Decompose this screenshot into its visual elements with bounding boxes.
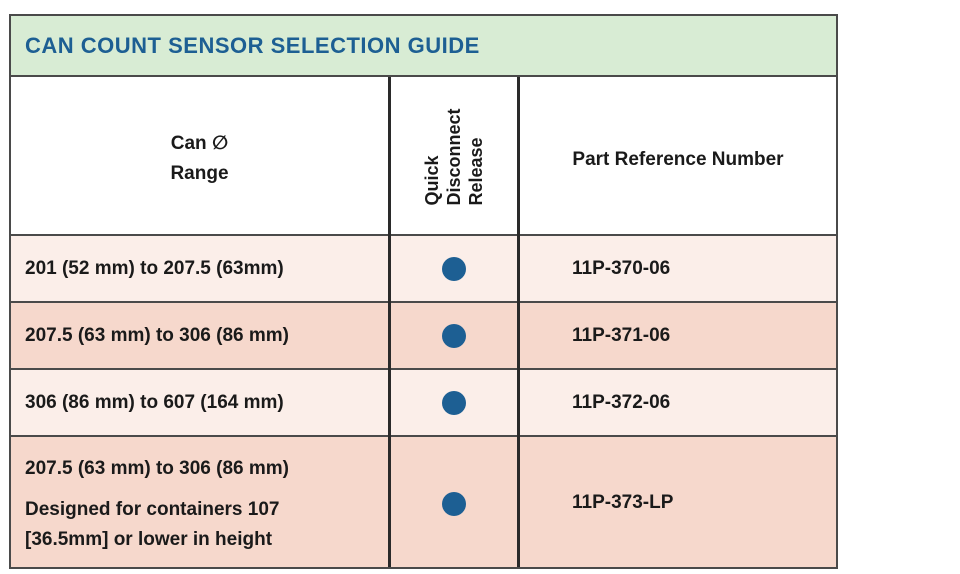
column-divider bbox=[388, 77, 391, 567]
cell-part-number: 11P-372-06 bbox=[572, 392, 671, 413]
title-bar bbox=[11, 16, 836, 77]
quick-disconnect-dot-icon bbox=[442, 324, 466, 348]
cell-part-number: 11P-373-LP bbox=[572, 492, 674, 513]
header-qdr-line3: Release bbox=[466, 137, 486, 206]
header-qdr-line2: Disconnect bbox=[444, 108, 464, 206]
header-can-range bbox=[11, 129, 388, 189]
cell-range: 207.5 (63 mm) to 306 (86 mm) bbox=[25, 325, 290, 346]
cell-range: 306 (86 mm) to 607 (164 mm) bbox=[25, 392, 284, 413]
header-quick-disconnect-release bbox=[391, 77, 517, 234]
header-qdr-line1: Quick bbox=[422, 155, 442, 206]
cell-part-number: 11P-371-06 bbox=[572, 325, 671, 346]
selection-guide-table bbox=[9, 14, 838, 569]
table-title: CAN COUNT SENSOR SELECTION GUIDE bbox=[25, 33, 480, 58]
cell-note-line2: [36.5mm] or lower in height bbox=[25, 529, 273, 550]
cell-note-line1: Designed for containers 107 bbox=[25, 499, 280, 520]
quick-disconnect-dot-icon bbox=[442, 257, 466, 281]
table-row bbox=[11, 303, 836, 370]
header-can-range-line2: Range bbox=[170, 163, 229, 184]
header-can-range-line1: Can ∅ bbox=[170, 133, 229, 154]
table-row bbox=[11, 236, 836, 303]
header-part-reference-number: Part Reference Number bbox=[572, 149, 784, 170]
quick-disconnect-dot-icon bbox=[442, 492, 466, 516]
cell-part-number: 11P-370-06 bbox=[572, 258, 671, 279]
table-row bbox=[11, 370, 836, 437]
quick-disconnect-dot-icon bbox=[442, 391, 466, 415]
header-row bbox=[11, 77, 836, 236]
cell-range: 201 (52 mm) to 207.5 (63mm) bbox=[25, 258, 284, 279]
table-row bbox=[11, 437, 836, 569]
column-divider bbox=[517, 77, 520, 567]
cell-note bbox=[25, 495, 279, 555]
cell-range: 207.5 (63 mm) to 306 (86 mm) bbox=[25, 458, 290, 479]
